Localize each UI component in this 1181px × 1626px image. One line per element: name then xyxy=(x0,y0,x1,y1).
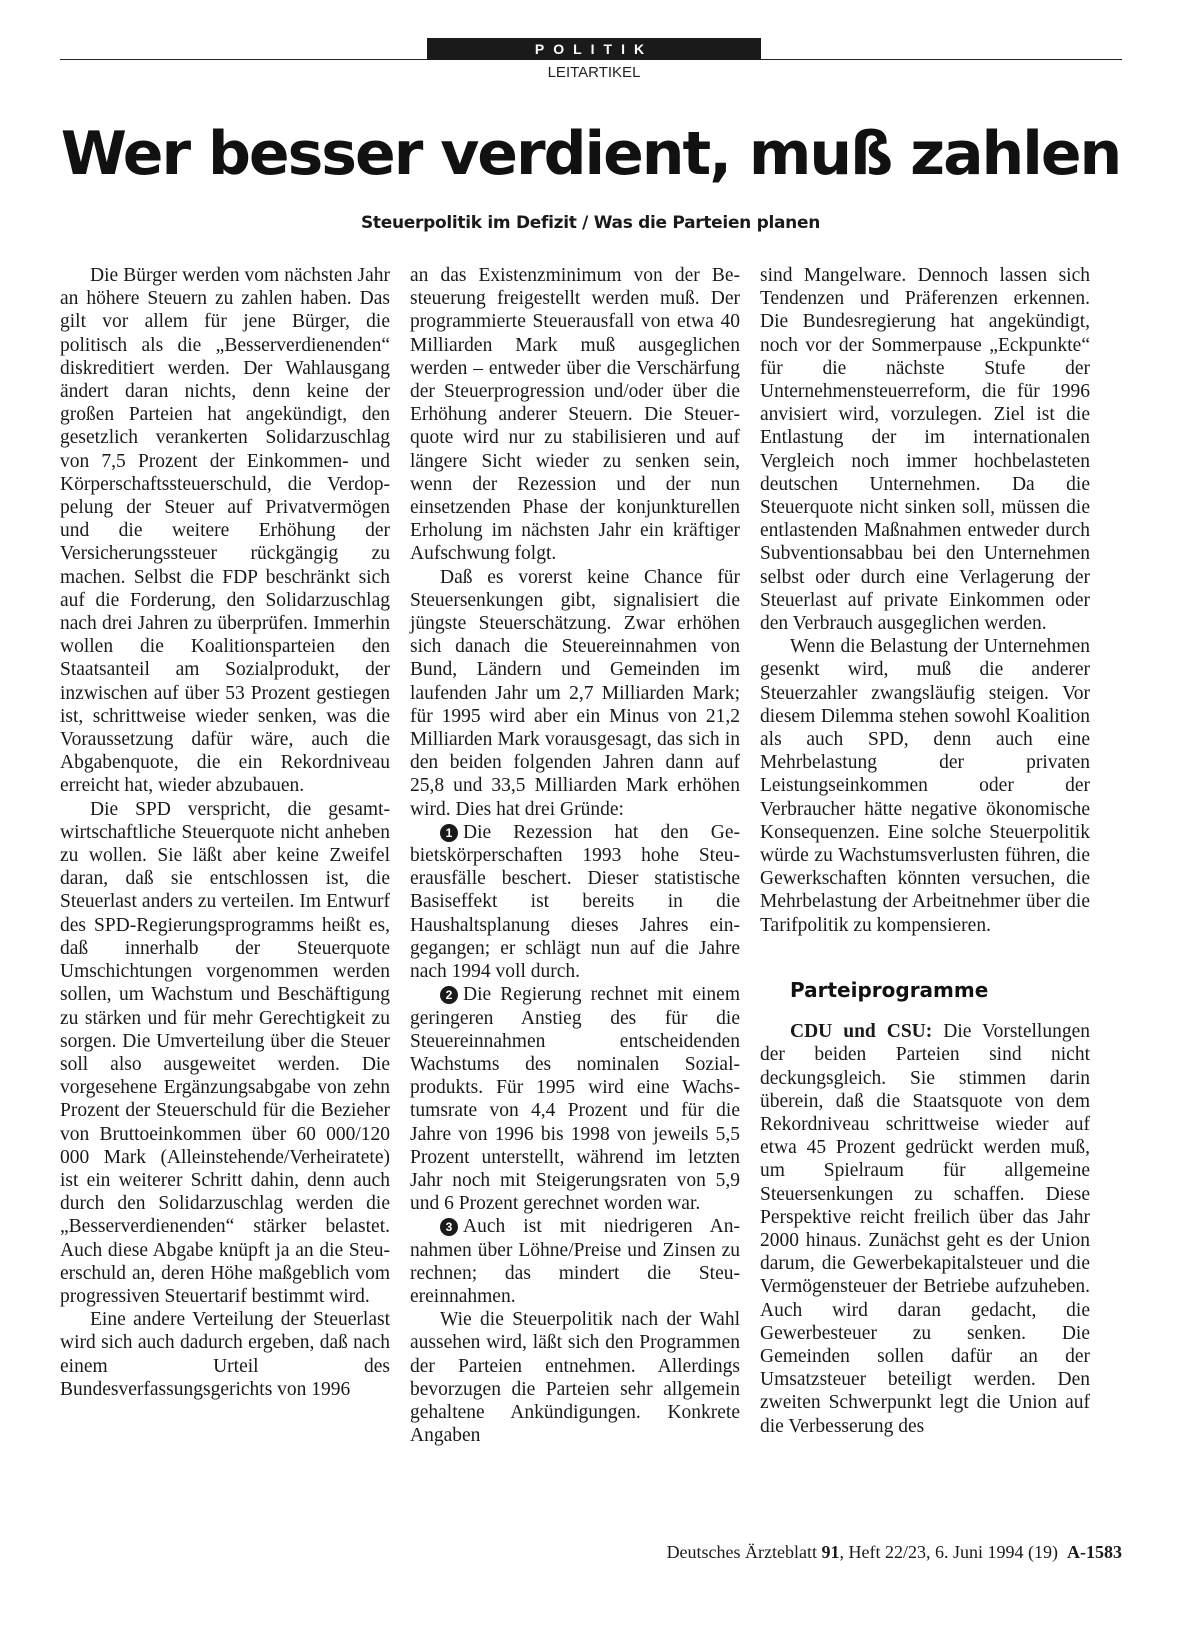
list-item xyxy=(410,983,740,1215)
list-item xyxy=(410,1215,740,1308)
paragraph: Die SPD verspricht, die gesamtwirtschaftliche Steuerquote nicht anheben zu wollen. Sie läßt aber keine Zweifel daran, daß sie entschlossen ist, die Steuerlast anders zu verteilen. Im Entwurf des SPD-Regierungsprogramms heißt es, daß innerhalb der Steuerquote Umschichtungen vorgenommen werden sollen, um Wachstum und Beschäftigung zu stärken und für mehr Gerechtigkeit zu sorgen. Die Umverteilung über die Steuer soll also ausgeweitet werden. Die vorgesehene Ergänzungsabgabe von zehn Prozent der Steuerschuld für die Bezieher von Bruttoeinkommen über 60 000/120 000 Mark (Alleinstehende/Verheiratete) ist ein weiterer Schritt dahin, denn auch durch den Solidarzuschlag werden die „Besserverdienenden“ stärker belastet. Auch diese Abgabe knüpft ja an die Steuerschuld an, deren Höhe maßgeblich vom progressiven Steuertarif bestimmt wird. xyxy=(60,798,390,1307)
article-title: Wer besser verdient, muß zahlen xyxy=(60,119,1121,189)
section-heading: Parteiprogramme xyxy=(790,977,989,1002)
paragraph: Daß es vorerst keine Chance für Steuersenkungen gibt, signalisiert die jüngste Steuerschätzung. Zwar erhöhen sich danach die Steuereinnahmen von Bund, Ländern und Gemeinden im laufenden Jahr um 2,7 Milliarden Mark; für 1995 wird aber ein Minus von 21,2 Milliarden Mark vorausgesagt, das sich in den beiden folgenden Jahren dann auf 25,8 und 33,5 Milliarden Mark erhöhen wird. Dies hat drei Gründe: xyxy=(410,566,740,820)
number-2-icon: 2 xyxy=(440,986,458,1004)
text-column-3 xyxy=(760,264,1090,1438)
paragraph: Eine andere Verteilung der Steuerlast wird sich auch dadurch ergeben, daß nach einem Urteil des Bundesverfassungsgerichts von 1996 xyxy=(60,1309,390,1400)
paragraph: Wenn die Belastung der Unternehmen gesenkt wird, muß die anderer Steuerzahler zwangsläufig steigen. Vor diesem Dilemma stehen sowohl Koalition als auch SPD, denn auch eine Mehrbelastung der privaten Leistungseinkommen oder der Verbraucher hätte negative ökonomische Konsequenzen. Eine solche Steuerpolitik würde zu Wachstumsverlusten führen, die Gewerkschaften könnten versuchen, die Mehrbelastung der Arbeitnehmer über die Tarifpolitik zu kompensieren. xyxy=(760,636,1090,936)
page-footer xyxy=(667,1542,1122,1563)
page-number: A-1583 xyxy=(1067,1542,1122,1562)
list-item-text: Auch ist mit niedrigeren Annahmen über Löhne/Preise und Zinsen zu rechnen; das mindert die Steuereinnahmen. xyxy=(410,1216,740,1307)
paragraph: Die Bürger werden vom nächsten Jahr an höhere Steuern zu zahlen haben. Das gilt vor allem für jene Bürger, die politisch als die „Besserverdienenden“ diskreditiert werden. Der Wahlausgang ändert daran nichts, denn keine der großen Parteien hat angekündigt, den gesetzlich verankerten Solidarzuschlag von 7,5 Prozent der Einkommen- und Körperschaftssteuerschuld, die Verdoppelung der Steuer auf Privatvermögen und die weitere Erhöhung der Versicherungssteuer rückgängig zu machen. Selbst die FDP beschränkt sich auf die Forderung, den Solidarzuschlag nach drei Jahren zu überprüfen. Immerhin wollen die Koalitionsparteien den Staatsanteil am Sozialprodukt, der inzwischen auf über 53 Prozent gestiegen ist, schrittweise wieder senken, was die Voraussetzung dafür wäre, auch die Abgabenquote, die ein Rekordniveau erreicht hat, wieder abzubauen. xyxy=(60,265,390,797)
issue-info: , Heft 22/23, 6. Juni 1994 (19) xyxy=(839,1542,1058,1562)
paragraph: sind Mangelware. Dennoch lassen sich Tendenzen und Präferenzen erkennen. Die Bundesregierung hat angekündigt, noch vor der Sommerpause „Eckpunkte“ für die nächste Stufe der Unternehmensteuerreform, die für 1996 anvisiert wird, vorzulegen. Ziel ist die Entlastung der im internationalen Vergleich noch immer hochbelasteten deutschen Unternehmen. Da die Steuerquote nicht sinken soll, müssen die entlastenden Maßnahmen entweder durch Subventionsabbau bei den Unternehmen selbst oder durch eine Verlagerung der Steuerlast auf private Einkommen oder den Verbrauch ausgeglichen werden. xyxy=(760,265,1090,635)
text-column-2 xyxy=(410,264,740,1447)
list-item-text: Die Rezession hat den Gebietskörperschaften 1993 hohe Steuerausfälle beschert. Dieser statistische Basiseffekt ist bereits in die Haushaltsplanung dieses Jahres eingegangen; er schlägt nun auf die Jahre nach 1994 voll durch. xyxy=(410,821,740,983)
journal-name: Deutsches Ärzteblatt xyxy=(666,1542,818,1562)
paragraph-text: Die Vorstellungen der beiden Parteien sind nicht deckungsgleich. Sie stimmen darin überein, daß die Staatsquote von dem Rekordniveau schrittweise wieder auf etwa 45 Prozent gedrückt werden muß, um Spielraum für allgemeine Steuersenkungen zu schaffen. Diese Perspektive reicht freilich über das Jahr 2000 hinaus. Zunächst geht es der Union darum, die Gewerbekapitalsteuer und die Vermögensteuer der Betriebe aufzuheben. Auch wird daran gedacht, die Gewerbesteuer zu senken. Die Gemeinden sollen dafür an der Umsatzsteuer beteiligt werden. Den zweiten Schwerpunkt legt die Union auf die Verbesserung des xyxy=(760,1021,1090,1437)
subsection-label: LEITARTIKEL xyxy=(547,64,641,81)
run-in-heading: CDU und CSU: xyxy=(790,1021,933,1043)
section-label: POLITIK xyxy=(427,38,761,60)
paragraph: an das Existenzminimum von der Besteuerung freigestellt werden muß. Der programmierte Steuerausfall von etwa 40 Milliarden Mark muß ausgeglichen werden – entweder über die Verschärfung der Steuerprogression und/oder über die Erhöhung anderer Steuern. Die Steuerquote wird nur zu stabilisieren und auf längere Sicht wieder zu senken sein, wenn der Rezession und der nun einsetzenden Phase der konjunkturellen Erholung im nächsten Jahr ein kräftiger Aufschwung folgt. xyxy=(410,265,740,565)
number-1-icon: 1 xyxy=(440,824,458,842)
paragraph xyxy=(760,1020,1090,1438)
number-3-icon: 3 xyxy=(440,1218,458,1236)
volume-number: 91 xyxy=(821,1542,840,1562)
text-column-1 xyxy=(60,264,390,1401)
list-item-text: Die Regierung rechnet mit einem geringeren Anstieg des für die Steuereinnahmen entscheidenden Wachstums des nominalen Sozialprodukts. Für 1995 wird eine Wachstumsrate von 4,4 Prozent und für die Jahre von 1996 bis 1998 von jeweils 5,5 Prozent unterstellt, während im letzten Jahr noch mit Steigerungsraten von 5,9 und 6 Prozent gerechnet worden war. xyxy=(410,984,740,1215)
paragraph: Wie die Steuerpolitik nach der Wahl aussehen wird, läßt sich den Programmen der Parteien entnehmen. Allerdings bevorzugen die Parteien sehr allgemein gehaltene Ankündigungen. Konkrete Angaben xyxy=(410,1309,740,1447)
article-subtitle: Steuerpolitik im Defizit / Was die Parteien planen xyxy=(360,213,820,233)
list-item xyxy=(410,821,740,983)
